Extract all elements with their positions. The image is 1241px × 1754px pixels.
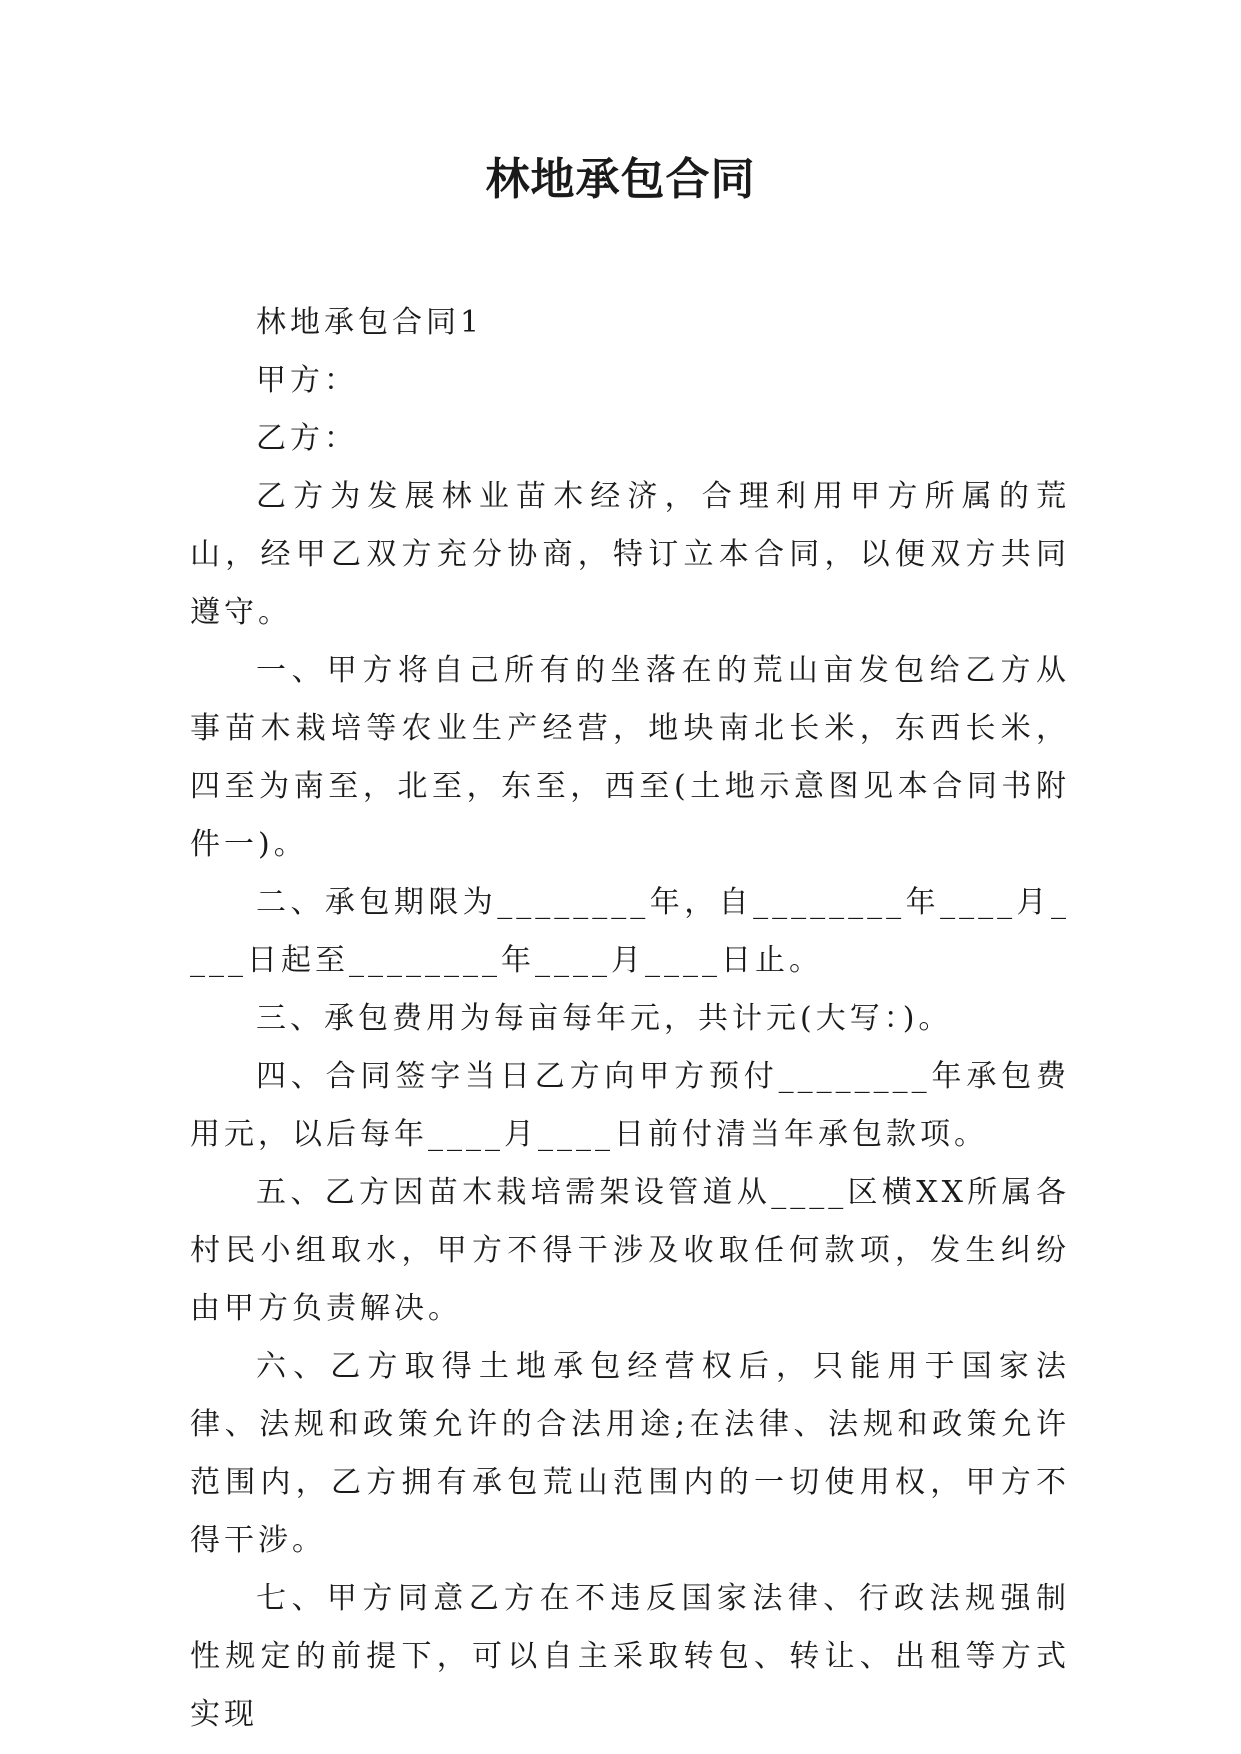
paragraph-clause-3: 三、承包费用为每亩每年元，共计元(大写：)。	[256, 1001, 953, 1036]
paragraph-clause-6: 六、乙方取得土地承包经营权后，只能用于国家法律、法规和政策允许的合法用途;在法律、法规和政策允许范围内，乙方拥有承包荒山范围内的一切使用权，甲方不得干涉。	[190, 1349, 1070, 1558]
paragraph-party-b: 乙方：	[256, 421, 358, 456]
paragraph-clause-1: 一、甲方将自己所有的坐落在的荒山亩发包给乙方从事苗木栽培等农业生产经营，地块南北长米，东西长米，四至为南至，北至，东至，西至(土地示意图见本合同书附件一)。	[190, 653, 1070, 862]
paragraph-clause-5: 五、乙方因苗木栽培需架设管道从____区横XX所属各村民小组取水，甲方不得干涉及收取任何款项，发生纠纷由甲方负责解决。	[190, 1175, 1070, 1326]
paragraph-clause-4: 四、合同签字当日乙方向甲方预付________年承包费用元，以后每年____月____日前付清当年承包款项。	[190, 1059, 1070, 1152]
paragraph-preamble: 乙方为发展林业苗木经济，合理利用甲方所属的荒山，经甲乙双方充分协商，特订立本合同，以便双方共同遵守。	[190, 479, 1070, 630]
paragraph-clause-7: 七、甲方同意乙方在不违反国家法律、行政法规强制性规定的前提下，可以自主采取转包、转让、出租等方式实现	[190, 1581, 1070, 1732]
document-body	[190, 294, 1070, 1744]
paragraph-clause-2: 二、承包期限为________年，自________年____月____日起至________年____月____日止。	[190, 885, 1070, 978]
paragraph-heading: 林地承包合同1	[256, 305, 484, 340]
document-title: 林地承包合同	[485, 154, 756, 205]
paragraph-party-a: 甲方：	[256, 363, 358, 398]
